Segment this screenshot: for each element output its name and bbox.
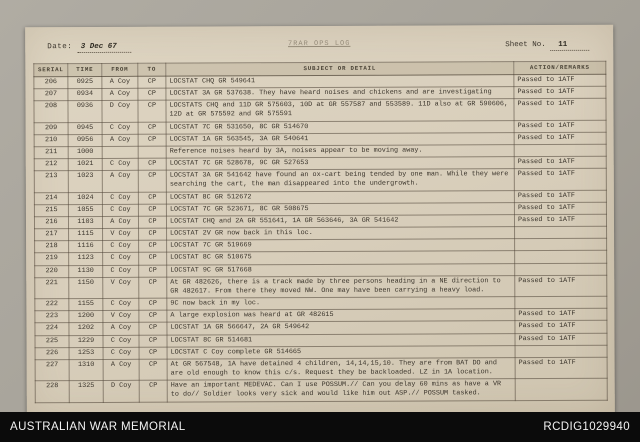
cell-serial: 223 (35, 311, 69, 323)
column-header: SUBJECT OR DETAIL (166, 62, 514, 76)
cell-serial: 215 (34, 204, 68, 216)
cell-serial: 217 (35, 229, 69, 241)
cell-subject: LOCSTAT 2V GR now back in this loc. (167, 227, 515, 241)
log-table (33, 61, 607, 403)
cell-from: A Coy (102, 170, 138, 192)
cell-action: Passed to 1ATF (514, 98, 606, 120)
cell-subject: LOCSTAT 3A GR 541642 have found an ox-cart being tended by one man. While they were searching the cart, the man disappeared into the undergrowth. (166, 169, 514, 192)
cell-action: Passed to 1ATF (514, 86, 606, 99)
cell-to: CP (139, 240, 167, 252)
cell-serial: 212 (34, 159, 68, 171)
cell-time: 1023 (68, 171, 102, 192)
record-id: RCDIG1029940 (543, 421, 630, 433)
sheet-number-field (505, 41, 589, 49)
cell-time: 0945 (68, 122, 102, 134)
cell-serial: 224 (35, 323, 69, 335)
cell-to: CP (138, 122, 166, 134)
cell-to: CP (139, 265, 167, 277)
cell-serial: 219 (35, 253, 69, 265)
cell-subject: LOCSTAT C Coy complete GR 514665 (167, 345, 515, 359)
cell-time: 1150 (69, 277, 103, 298)
cell-from: D Coy (103, 381, 139, 403)
table-row (35, 275, 607, 299)
cell-serial: 209 (34, 122, 68, 134)
cell-time: 1123 (69, 253, 103, 265)
cell-action: Passed to 1ATF (514, 120, 606, 133)
cell-from: A Coy (102, 216, 138, 228)
table-row (34, 98, 606, 122)
cell-subject: Have an important MEDEVAC. Can I use POSSUM.// Can you delay 60 mins as have a VR to do// Soldier looks very sick and would like him out ASP.// POSSUM tasked. (167, 379, 515, 402)
cell-to: CP (139, 228, 167, 240)
cell-time: 1103 (68, 216, 102, 228)
sheet-header (35, 39, 603, 61)
cell-subject: LOCSTAT 8C GR 512672 (166, 190, 514, 204)
cell-time: 1130 (69, 265, 103, 277)
cell-action: Passed to 1ATF (514, 214, 606, 227)
cell-from: C Coy (103, 253, 139, 265)
table-row (35, 379, 607, 403)
footer-bar (0, 412, 640, 442)
cell-time: 1000 (68, 146, 102, 158)
cell-to: CP (139, 253, 167, 265)
cell-time: 0934 (68, 88, 102, 100)
scanned-log-sheet (25, 25, 615, 420)
sheet-label: Sheet No. (505, 41, 546, 50)
cell-from: V Coy (103, 228, 139, 240)
sheet-number-value: 11 (550, 41, 589, 51)
cell-action (515, 379, 607, 401)
cell-serial: 225 (35, 335, 69, 347)
cell-from: C Coy (102, 122, 138, 134)
cell-from: C Coy (102, 192, 138, 204)
cell-subject: LOCSTAT 7C GR 531650, 8C GR 514670 (166, 120, 514, 134)
cell-from: C Coy (103, 265, 139, 277)
cell-action: Passed to 1ATF (514, 156, 606, 169)
cell-serial: 221 (35, 277, 69, 298)
cell-action: Passed to 1ATF (514, 168, 606, 190)
column-header: TO (138, 63, 166, 76)
cell-to: CP (139, 359, 167, 380)
cell-to (138, 146, 166, 158)
cell-to: CP (139, 323, 167, 335)
cell-subject: At GR 567548, 1A have detained 4 children, 14,14,15,10. They are from BAT DO and are old enough to know this c/s. Request they be backloaded. LZ in 1A location. (167, 358, 515, 381)
cell-time: 1024 (68, 192, 102, 204)
cell-time: 1253 (69, 347, 103, 359)
cell-to: CP (139, 277, 167, 298)
cell-from: C Coy (103, 347, 139, 359)
cell-action: Passed to 1ATF (515, 333, 607, 346)
cell-action: Passed to 1ATF (514, 132, 606, 145)
cell-action: Passed to 1ATF (515, 357, 607, 379)
cell-to: CP (139, 335, 167, 347)
column-header: SERIAL (34, 64, 68, 77)
cell-time: 0956 (68, 134, 102, 146)
cell-action (515, 263, 607, 276)
cell-action (515, 251, 607, 264)
cell-time: 1229 (69, 335, 103, 347)
cell-time: 0936 (68, 101, 102, 122)
cell-to: CP (138, 100, 166, 121)
cell-from: C Coy (103, 241, 139, 253)
cell-subject: LOCSTAT CHQ GR 549641 (166, 74, 514, 88)
cell-serial: 214 (34, 192, 68, 204)
cell-from: A Coy (102, 134, 138, 146)
table-row (34, 168, 606, 192)
cell-serial: 222 (35, 299, 69, 311)
cell-time: 1200 (69, 311, 103, 323)
cell-action: Passed to 1ATF (514, 190, 606, 203)
cell-subject: LOCSTAT 8C GR 514681 (167, 333, 515, 347)
cell-serial: 227 (35, 360, 69, 381)
cell-action: Passed to 1ATF (515, 275, 607, 297)
cell-to: CP (139, 298, 167, 310)
cell-subject: LOCSTAT 1A GR 563545, 3A GR 540641 (166, 132, 514, 146)
cell-to: CP (138, 88, 166, 100)
cell-subject: LOCSTATS CHQ and 11D GR 575603, 10D at GR 557587 and 553589. 11D also at GR 590606, 12D at GR 575592 and GR 575591 (166, 99, 514, 122)
cell-from: A Coy (102, 76, 138, 88)
cell-subject: LOCSTAT 7C GR 519669 (167, 239, 515, 253)
cell-to: CP (138, 76, 166, 88)
cell-from: A Coy (103, 323, 139, 335)
cell-subject: LOCSTAT 7C GR 523671, 8C GR 508675 (166, 202, 514, 216)
log-title: 7RAR OPS LOG (287, 39, 351, 49)
table-row (35, 357, 607, 381)
cell-serial: 218 (35, 241, 69, 253)
cell-time: 0925 (68, 76, 102, 88)
cell-subject: LOCSTAT 8C GR 510675 (167, 251, 515, 265)
cell-to: CP (138, 192, 166, 204)
cell-subject: LOCSTAT 7C GR 528678, 9C GR 527653 (166, 157, 514, 171)
cell-time: 1055 (68, 204, 102, 216)
cell-action (515, 345, 607, 358)
cell-action (514, 144, 606, 157)
cell-subject: Reference noises heard by 3A, noises appear to be moving away. (166, 144, 514, 158)
cell-serial: 211 (34, 146, 68, 158)
cell-serial: 207 (34, 89, 68, 101)
cell-to: CP (138, 134, 166, 146)
cell-action (515, 226, 607, 239)
cell-to: CP (138, 204, 166, 216)
cell-to: CP (139, 380, 167, 401)
cell-to: CP (138, 170, 166, 191)
cell-time: 1021 (68, 158, 102, 170)
cell-from: V Coy (103, 311, 139, 323)
cell-serial: 216 (34, 216, 68, 228)
cell-to: CP (138, 158, 166, 170)
cell-serial: 228 (35, 381, 69, 402)
date-label: Date: (47, 43, 73, 52)
cell-from: V Coy (103, 277, 139, 299)
archive-name: AUSTRALIAN WAR MEMORIAL (10, 421, 186, 433)
cell-to: CP (138, 216, 166, 228)
cell-time: 1202 (69, 323, 103, 335)
cell-subject: At GR 482626, there is a track made by three persons heading in a NE direction to GR 482617. From there they moved NW. One may have been carrying a heavy load. (167, 275, 515, 298)
column-header: TIME (68, 63, 102, 76)
cell-subject: 9C now back in my loc. (167, 297, 515, 311)
cell-serial: 226 (35, 347, 69, 359)
cell-from: C Coy (103, 335, 139, 347)
cell-from: C Coy (102, 204, 138, 216)
cell-serial: 208 (34, 101, 68, 122)
cell-subject: LOCSTAT 9C GR 517668 (167, 263, 515, 277)
cell-to: CP (139, 310, 167, 322)
cell-from (102, 146, 138, 158)
cell-action (515, 296, 607, 309)
cell-time: 1155 (69, 299, 103, 311)
cell-serial: 206 (34, 76, 68, 88)
cell-subject: LOCSTAT 1A GR 566647, 2A GR 549642 (167, 321, 515, 335)
cell-time: 1325 (69, 381, 103, 402)
column-header: ACTION/REMARKS (514, 61, 606, 74)
cell-serial: 213 (34, 171, 68, 192)
cell-from: C Coy (103, 298, 139, 310)
cell-time: 1116 (69, 241, 103, 253)
cell-action (515, 238, 607, 251)
cell-action: Passed to 1ATF (514, 202, 606, 215)
cell-subject: LOCSTAT 3A GR 537638. They have heard noises and chickens and are investigating (166, 87, 514, 101)
cell-from: A Coy (102, 88, 138, 100)
date-value: 3 Dec 67 (77, 43, 131, 53)
cell-from: A Coy (103, 359, 139, 381)
column-header: FROM (102, 63, 138, 76)
log-table-body (34, 74, 607, 402)
cell-serial: 210 (34, 134, 68, 146)
cell-action: Passed to 1ATF (515, 321, 607, 334)
cell-from: D Coy (102, 100, 138, 122)
cell-action: Passed to 1ATF (515, 308, 607, 321)
cell-to: CP (139, 347, 167, 359)
cell-action: Passed to 1ATF (514, 74, 606, 87)
cell-serial: 220 (35, 265, 69, 277)
cell-subject: A large explosion was heard at GR 482615 (167, 309, 515, 323)
cell-time: 1115 (69, 228, 103, 240)
cell-time: 1310 (69, 359, 103, 380)
cell-subject: LOCSTAT CHQ and 2A GR 551641, 1A GR 563646, 3A GR 541642 (166, 215, 514, 229)
cell-from: C Coy (102, 158, 138, 170)
